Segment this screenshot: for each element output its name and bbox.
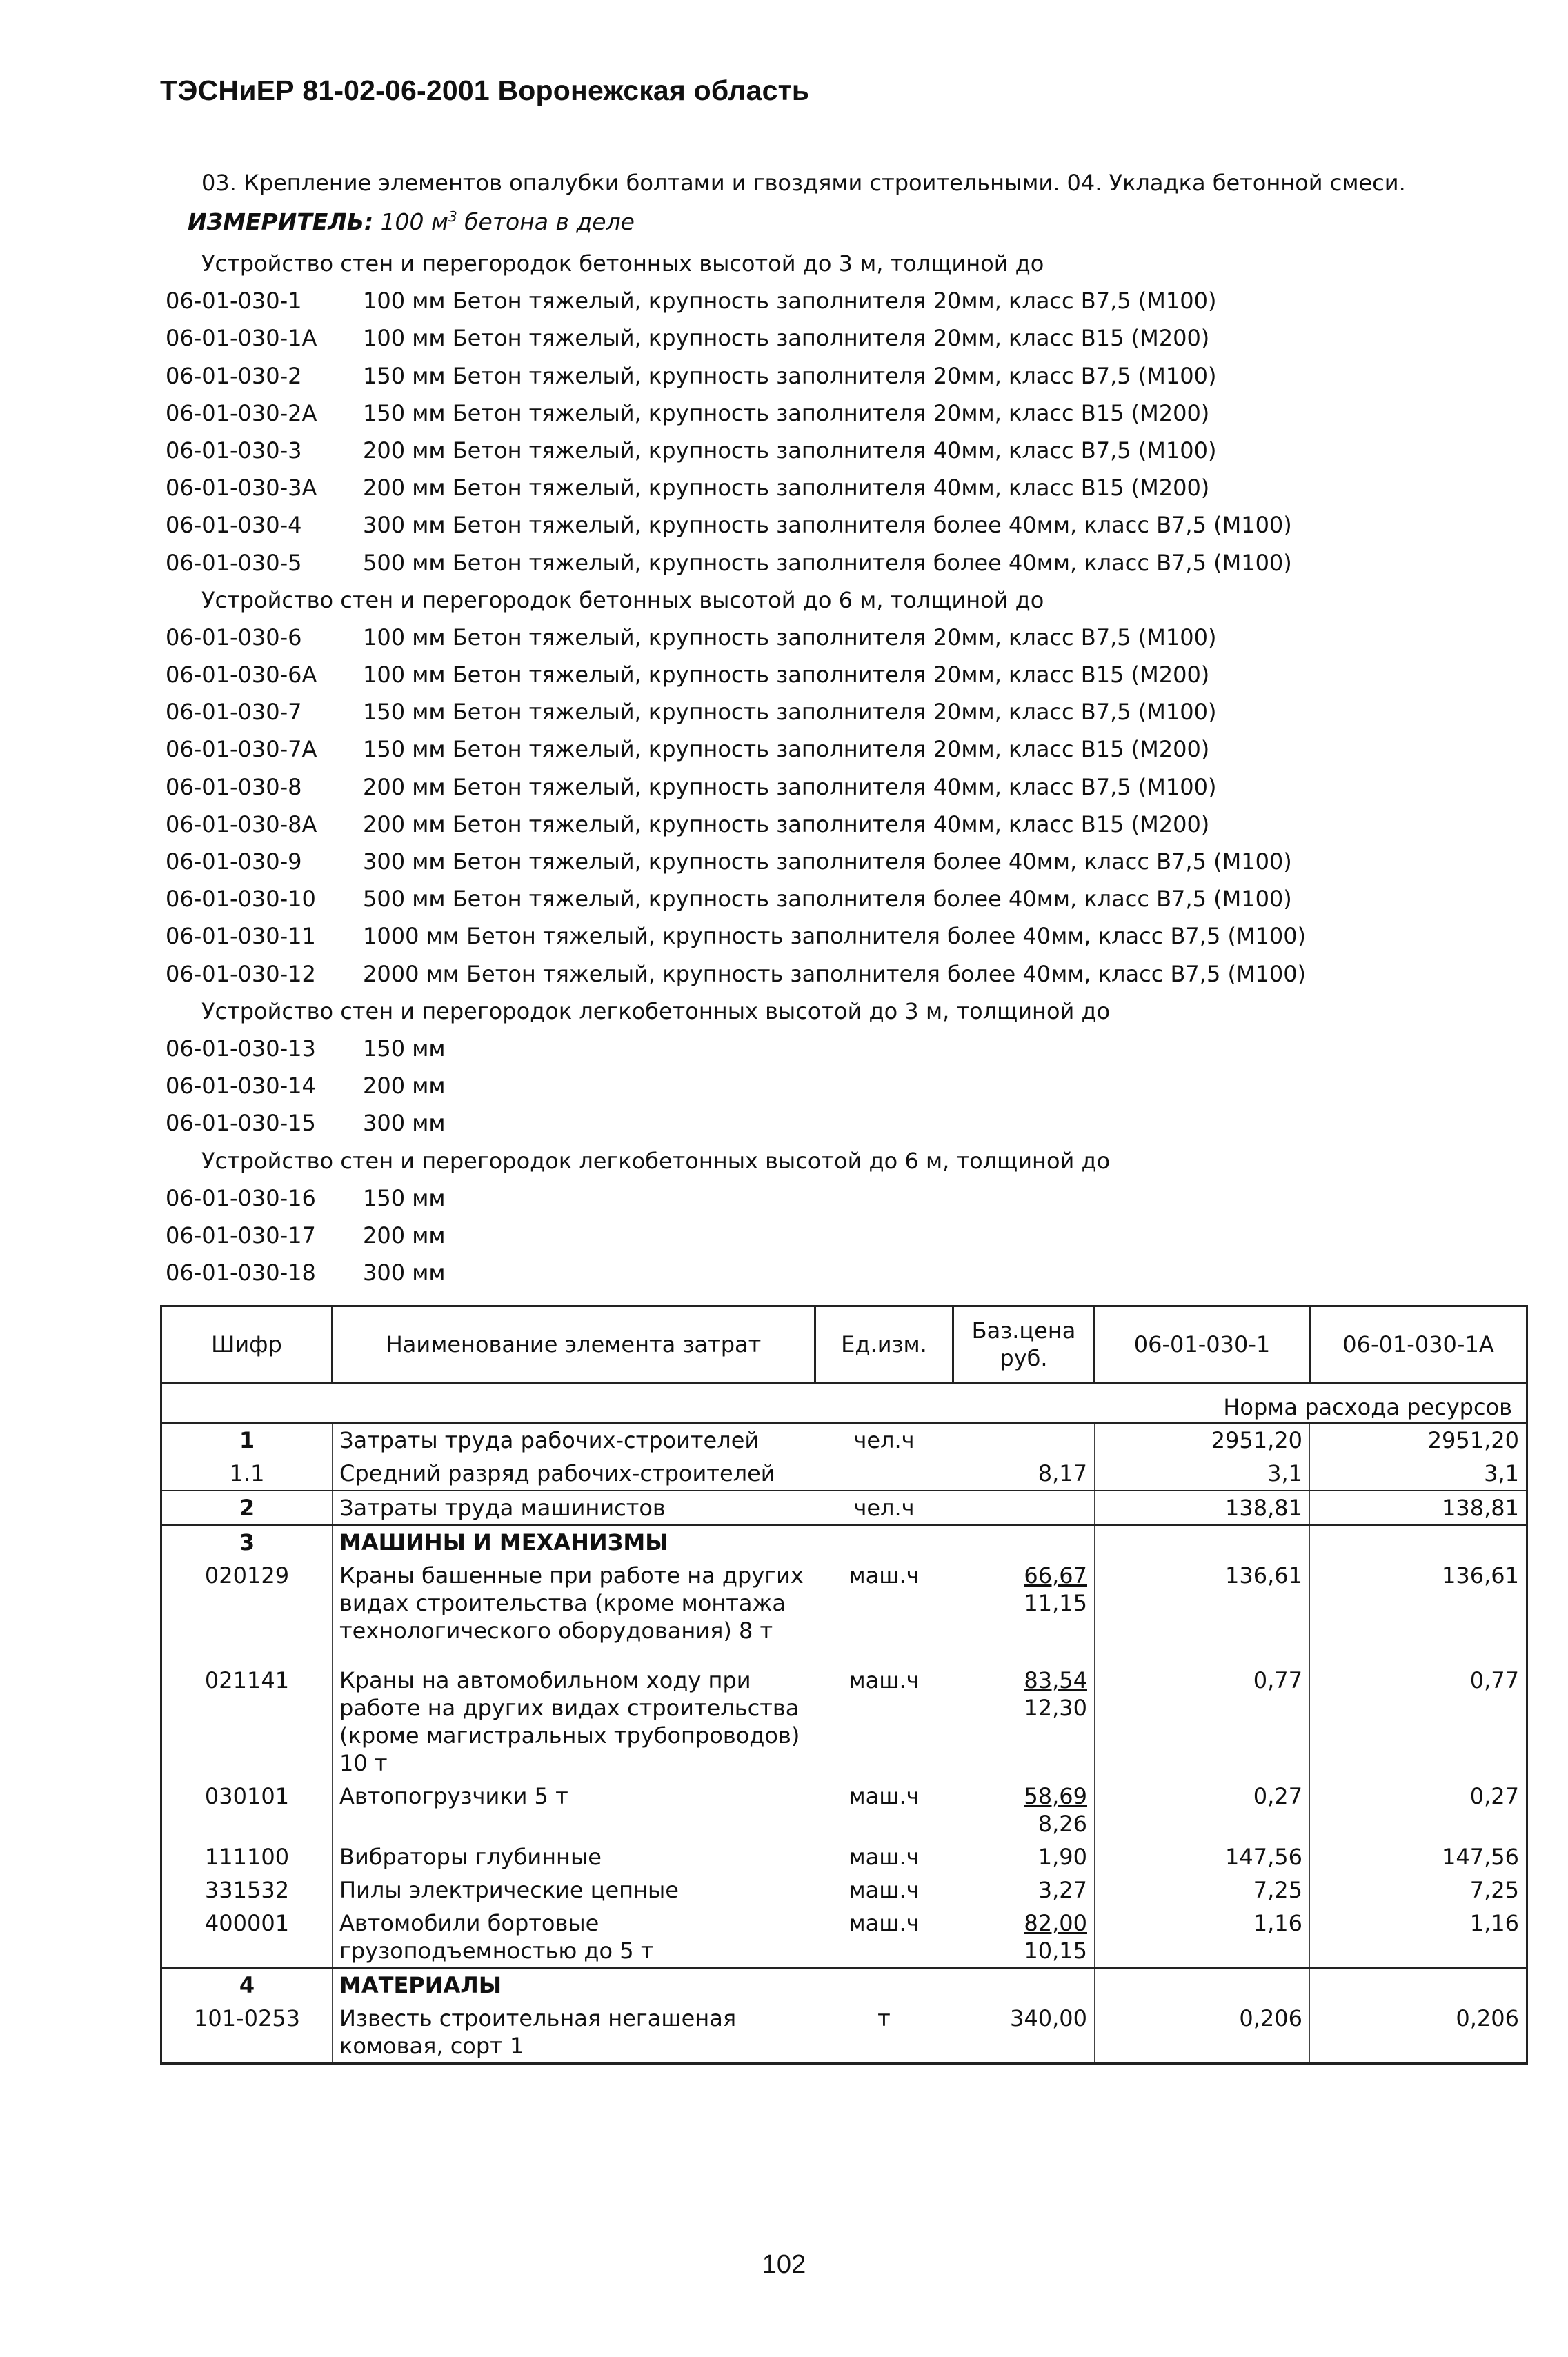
price-value: 340,00 [1010,2005,1087,2031]
price-value: 58,69 [1024,1783,1087,1809]
price-machinist-value: 12,30 [1024,1695,1087,1721]
code-line [166,432,1306,469]
cell-code: 4 [161,1968,333,2002]
cell-code: 2 [161,1491,333,1525]
code-description: 300 мм Бетон тяжелый, крупность заполнителя более 40мм, класс В7,5 (М100) [363,848,1292,875]
cell-price [953,1423,1095,1457]
meter-label: ИЗМЕРИТЕЛЬ: [188,208,374,235]
code-line [166,880,1306,917]
cell-code: 020129 [161,1559,333,1664]
cell-name: МАШИНЫ И МЕХАНИЗМЫ [333,1525,815,1559]
col-header-name: Наименование элемента затрат [333,1306,815,1383]
code-id: 06-01-030-1А [166,325,317,352]
cell-value-1: 138,81 [1095,1491,1310,1525]
code-line [166,619,1306,656]
code-id: 06-01-030-1 [166,288,302,315]
meter-value: 100 м [380,208,448,235]
code-description: 200 мм Бетон тяжелый, крупность заполнителя 40мм, класс В15 (М200) [363,810,1210,837]
cell-value-1: 1,16 [1095,1907,1310,1968]
cell-value-1: 0,206 [1095,2002,1310,2064]
code-id: 06-01-030-2 [166,362,302,389]
col-header-price: Баз.цена руб. [953,1306,1095,1383]
code-description: 300 мм [363,1110,446,1137]
cell-unit: маш.ч [815,1873,953,1907]
col-header-v1: 06-01-030-1 [1095,1306,1310,1383]
cell-value-2 [1310,1968,1527,2002]
table-row [161,2002,1527,2064]
code-description: 200 мм Бетон тяжелый, крупность заполнителя 40мм, класс В15 (М200) [363,475,1210,501]
cell-value-1 [1095,1525,1310,1559]
cell-value-1: 3,1 [1095,1457,1310,1491]
code-list [166,245,1306,1291]
cell-code: 021141 [161,1664,333,1780]
cell-unit: маш.ч [815,1780,953,1840]
cell-name: Затраты труда машинистов [333,1491,815,1525]
code-line [166,955,1306,993]
col-header-code: Шифр [161,1306,333,1383]
table-row [161,1873,1527,1907]
code-id: 06-01-030-17 [166,1222,316,1249]
cell-price [953,1840,1095,1873]
meter-sup: 3 [448,208,457,225]
code-description: 2000 мм Бетон тяжелый, крупность заполнителя более 40мм, класс В7,5 (М100) [363,960,1307,987]
cell-name: Вибраторы глубинные [333,1840,815,1873]
cell-value-2: 147,56 [1310,1840,1527,1873]
code-group-heading: Устройство стен и перегородок бетонных высотой до 3 м, толщиной до [201,250,1044,277]
cell-price [953,1968,1095,2002]
code-description: 200 мм Бетон тяжелый, крупность заполнителя 40мм, класс В7,5 (М100) [363,437,1217,464]
cell-name: Автомобили бортовые грузоподъемностью до 5 т [333,1907,815,1968]
table-row [161,1968,1527,2002]
table-row [161,1525,1527,1559]
code-line [166,469,1306,506]
cell-value-2: 2951,20 [1310,1423,1527,1457]
cell-name: Средний разряд рабочих-строителей [333,1457,815,1491]
code-line [166,506,1306,544]
code-description: 200 мм [363,1073,446,1100]
price-value: 83,54 [1024,1667,1087,1693]
cell-name: Затраты труда рабочих-строителей [333,1423,815,1457]
code-id: 06-01-030-3А [166,475,317,501]
code-line [166,917,1306,955]
cell-value-2: 1,16 [1310,1907,1527,1968]
cell-price [953,1664,1095,1780]
cell-price [953,1780,1095,1840]
cell-value-2: 138,81 [1310,1491,1527,1525]
code-id: 06-01-030-15 [166,1110,316,1137]
cell-price [953,1907,1095,1968]
code-group-heading: Устройство стен и перегородок бетонных высотой до 6 м, толщиной до [201,586,1044,613]
cell-value-2: 3,1 [1310,1457,1527,1491]
code-line [166,319,1306,357]
page-number: 102 [762,2250,806,2279]
code-description: 150 мм Бетон тяжелый, крупность заполнителя 20мм, класс В7,5 (М100) [363,362,1217,389]
norm-label: Норма расхода ресурсов [161,1389,1527,1423]
code-line [166,806,1306,843]
code-line [166,693,1306,730]
code-description: 100 мм Бетон тяжелый, крупность заполнителя 20мм, класс В7,5 (М100) [363,288,1217,315]
code-description: 150 мм Бетон тяжелый, крупность заполнителя 20мм, класс В15 (М200) [363,736,1210,763]
cell-value-2: 136,61 [1310,1559,1527,1664]
cell-name: Пилы электрические цепные [333,1873,815,1907]
intro-text: 03. Крепление элементов опалубки болтами и гвоздями строительными. 04. Укладка бетонной смеси. [201,170,1406,196]
col-header-unit: Ед.изм. [815,1306,953,1383]
code-line [166,1104,1306,1142]
cell-unit: т [815,2002,953,2064]
code-id: 06-01-030-16 [166,1184,316,1211]
cell-code: 030101 [161,1780,333,1840]
cell-code: 331532 [161,1873,333,1907]
price-machinist-value: 8,26 [1038,1811,1087,1837]
code-id: 06-01-030-2А [166,399,317,426]
cell-price [953,1457,1095,1491]
document-header: ТЭСНиЕР 81-02-06-2001 Воронежская область [160,74,810,106]
cell-unit: маш.ч [815,1907,953,1968]
table-row [161,1907,1527,1968]
cell-value-1: 2951,20 [1095,1423,1310,1457]
code-description: 100 мм Бетон тяжелый, крупность заполнителя 20мм, класс В15 (М200) [363,662,1210,688]
cell-value-2: 0,27 [1310,1780,1527,1840]
code-description: 150 мм [363,1184,446,1211]
cell-value-1: 136,61 [1095,1559,1310,1664]
code-id: 06-01-030-9 [166,848,302,875]
code-line [166,395,1306,432]
price-value: 8,17 [1038,1460,1087,1486]
code-line [166,1254,1306,1291]
cell-price [953,1873,1095,1907]
code-group-heading: Устройство стен и перегородок легкобетонных высотой до 3 м, толщиной до [201,997,1111,1024]
code-line [166,656,1306,693]
cell-price [953,1559,1095,1664]
code-description: 1000 мм Бетон тяжелый, крупность заполнителя более 40мм, класс В7,5 (М100) [363,923,1307,950]
cell-name: Автопогрузчики 5 т [333,1780,815,1840]
cell-price [953,1525,1095,1559]
meter-rest: бетона в деле [457,208,635,235]
code-id: 06-01-030-14 [166,1073,316,1100]
price-value: 82,00 [1024,1910,1087,1936]
cell-value-2: 0,77 [1310,1664,1527,1780]
code-id: 06-01-030-3 [166,437,302,464]
table-separator [161,1383,1527,1390]
cell-name: Краны на автомобильном ходу при работе на других видах строительства (кроме магистральных трубопроводов) 10 т [333,1664,815,1780]
price-machinist-value: 10,15 [1024,1938,1087,1964]
norm-table [160,1305,1528,2065]
code-id: 06-01-030-7 [166,699,302,726]
cell-name: МАТЕРИАЛЫ [333,1968,815,2002]
meter-line [188,208,635,235]
cell-value-2 [1310,1525,1527,1559]
code-id: 06-01-030-8 [166,773,302,800]
cell-unit [815,1968,953,2002]
table-row [161,1840,1527,1873]
cell-value-1: 7,25 [1095,1873,1310,1907]
code-id: 06-01-030-5 [166,549,302,576]
cell-unit: чел.ч [815,1423,953,1457]
code-description: 200 мм Бетон тяжелый, крупность заполнителя 40мм, класс В7,5 (М100) [363,773,1217,800]
price-value: 1,90 [1038,1844,1087,1870]
code-line [166,1217,1306,1254]
table-row [161,1664,1527,1780]
code-description: 100 мм Бетон тяжелый, крупность заполнителя 20мм, класс В7,5 (М100) [363,624,1217,650]
code-group-heading: Устройство стен и перегородок легкобетонных высотой до 6 м, толщиной до [201,1147,1111,1174]
table-row [161,1457,1527,1491]
code-description: 100 мм Бетон тяжелый, крупность заполнителя 20мм, класс В15 (М200) [363,325,1210,352]
code-description: 150 мм [363,1035,446,1062]
code-description: 200 мм [363,1222,446,1249]
cell-unit: маш.ч [815,1559,953,1664]
cell-code: 3 [161,1525,333,1559]
cell-price [953,2002,1095,2064]
table-row [161,1559,1527,1664]
cell-unit [815,1525,953,1559]
code-id: 06-01-030-12 [166,960,316,987]
cell-code: 1.1 [161,1457,333,1491]
code-line [166,1180,1306,1217]
price-value: 3,27 [1038,1877,1087,1903]
cell-value-1 [1095,1968,1310,2002]
code-description: 500 мм Бетон тяжелый, крупность заполнителя более 40мм, класс В7,5 (М100) [363,886,1292,913]
cell-code: 101-0253 [161,2002,333,2064]
cell-code: 400001 [161,1907,333,1968]
code-description: 300 мм Бетон тяжелый, крупность заполнителя более 40мм, класс В7,5 (М100) [363,512,1292,539]
price-value: 66,67 [1024,1562,1087,1589]
code-id: 06-01-030-10 [166,886,316,913]
table-row [161,1780,1527,1840]
code-line [166,843,1306,880]
code-id: 06-01-030-13 [166,1035,316,1062]
code-description: 300 мм [363,1260,446,1286]
cell-price [953,1491,1095,1525]
code-line [166,730,1306,768]
cell-unit: маш.ч [815,1840,953,1873]
cell-name: Краны башенные при работе на других видах строительства (кроме монтажа технологического оборудования) 8 т [333,1559,815,1664]
code-id: 06-01-030-7А [166,736,317,763]
code-line [166,768,1306,806]
col-header-v2: 06-01-030-1А [1310,1306,1527,1383]
code-line [166,544,1306,581]
cell-value-2: 7,25 [1310,1873,1527,1907]
code-line [166,1067,1306,1104]
cell-code: 111100 [161,1840,333,1873]
table-header-row [161,1306,1527,1383]
cell-unit [815,1457,953,1491]
norm-label-row [161,1389,1527,1423]
cell-unit: маш.ч [815,1664,953,1780]
code-line [166,357,1306,395]
cell-value-1: 0,77 [1095,1664,1310,1780]
code-id: 06-01-030-4 [166,512,302,539]
cell-unit: чел.ч [815,1491,953,1525]
cell-value-1: 0,27 [1095,1780,1310,1840]
code-line [166,282,1306,319]
code-description: 500 мм Бетон тяжелый, крупность заполнителя более 40мм, класс В7,5 (М100) [363,549,1292,576]
table-row [161,1423,1527,1457]
table-row [161,1491,1527,1525]
code-id: 06-01-030-11 [166,923,316,950]
price-machinist-value: 11,15 [1024,1590,1087,1616]
code-description: 150 мм Бетон тяжелый, крупность заполнителя 20мм, класс В7,5 (М100) [363,699,1217,726]
code-id: 06-01-030-18 [166,1260,316,1286]
code-description: 150 мм Бетон тяжелый, крупность заполнителя 20мм, класс В15 (М200) [363,399,1210,426]
cell-code: 1 [161,1423,333,1457]
code-id: 06-01-030-6А [166,662,317,688]
code-id: 06-01-030-6 [166,624,302,650]
code-id: 06-01-030-8А [166,810,317,837]
cell-name: Известь строительная негашеная комовая, сорт 1 [333,2002,815,2064]
cell-value-2: 0,206 [1310,2002,1527,2064]
code-line [166,1030,1306,1067]
cell-value-1: 147,56 [1095,1840,1310,1873]
